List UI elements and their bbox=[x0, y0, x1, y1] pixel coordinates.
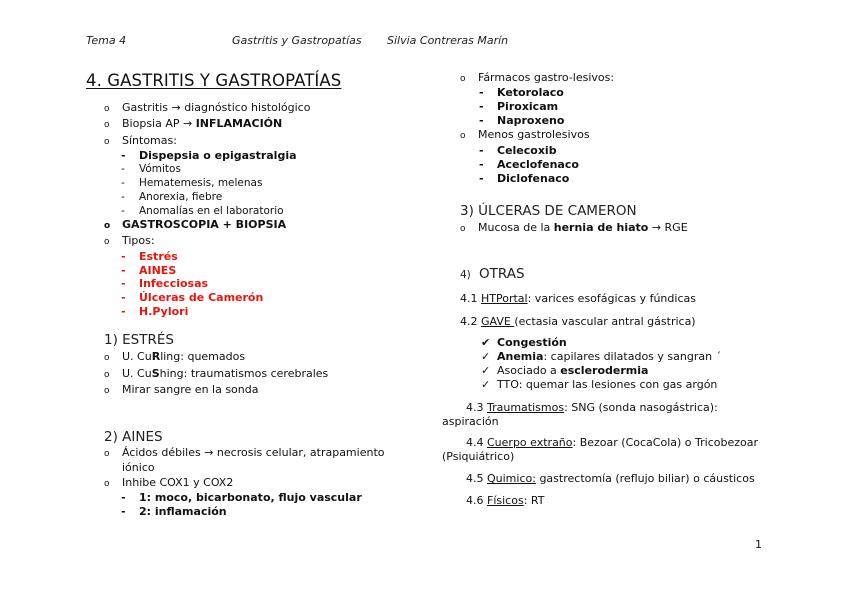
list-item: - AINES bbox=[121, 264, 177, 277]
list-item-continued: iónico bbox=[122, 461, 155, 474]
list-item: o Síntomas: bbox=[104, 134, 177, 147]
paragraph-4-3: 4.3 Traumatismos: SNG (sonda nasogástrica): bbox=[466, 401, 718, 414]
list-item: o U. CuRling: quemados bbox=[104, 350, 246, 363]
section-title-estres: 1) ESTRÉS bbox=[104, 332, 174, 348]
header-title: Gastritis y Gastropatías bbox=[232, 34, 362, 47]
list-item: - Ketorolaco bbox=[479, 86, 564, 99]
list-item: - 1: moco, bicarbonato, flujo vascular bbox=[121, 491, 362, 504]
list-item: - Anomalías en el laboratorio bbox=[121, 205, 284, 217]
list-item: - Vómitos bbox=[121, 163, 181, 175]
list-item: o Biopsia AP → INFLAMACIÓN bbox=[104, 117, 283, 130]
paragraph-4-1: 4.1 HTPortal: varices esofágicas y fúndicas bbox=[460, 292, 696, 305]
header-tema: Tema 4 bbox=[86, 34, 127, 47]
list-item: - Diclofenaco bbox=[479, 172, 570, 185]
paragraph-4-3-cont: aspiración bbox=[442, 415, 499, 428]
check-item: ✓ Anemia: capilares dilatados y sangran ´ bbox=[481, 350, 722, 363]
list-item: - Aceclofenaco bbox=[479, 158, 579, 171]
check-item: ✔ Congestión bbox=[481, 336, 567, 349]
list-item: o U. CuShing: traumatismos cerebrales bbox=[104, 367, 329, 380]
list-item: - Hematemesis, melenas bbox=[121, 177, 263, 189]
list-item: o Menos gastrolesivos bbox=[460, 128, 590, 141]
list-item: - H.Pylori bbox=[121, 305, 189, 318]
page-title: 4. GASTRITIS Y GASTROPATÍAS bbox=[86, 71, 342, 90]
list-item: - Piroxicam bbox=[479, 100, 559, 113]
list-item: o Mirar sangre en la sonda bbox=[104, 383, 259, 396]
list-item: - Úlceras de Camerón bbox=[121, 291, 264, 304]
paragraph-4-4-cont: (Psiquiátrico) bbox=[442, 450, 515, 463]
check-item: ✓ TTO: quemar las lesiones con gas argón bbox=[481, 378, 718, 391]
section-title-otras: 4) OTRAS bbox=[460, 266, 525, 282]
check-icon: ✔ bbox=[481, 336, 491, 349]
list-item: o Mucosa de la hernia de hiato → RGE bbox=[460, 221, 688, 234]
paragraph-4-2: 4.2 GAVE (ectasia vascular antral gástrica) bbox=[460, 315, 696, 328]
list-item: o Tipos: bbox=[104, 234, 155, 247]
list-item: - Dispepsia o epigastralgia bbox=[121, 149, 297, 162]
check-item: ✓ Asociado a esclerodermia bbox=[481, 364, 649, 377]
list-item: - Estrés bbox=[121, 250, 178, 263]
list-item: - Infecciosas bbox=[121, 277, 209, 290]
list-item: o GASTROSCOPIA + BIOPSIA bbox=[104, 218, 287, 231]
section-title-aines: 2) AINES bbox=[104, 429, 163, 445]
list-item: - 2: inflamación bbox=[121, 505, 227, 518]
list-item: o Fármacos gastro-lesivos: bbox=[460, 71, 615, 84]
list-item: o Inhibe COX1 y COX2 bbox=[104, 476, 234, 489]
check-icon: ✓ bbox=[481, 364, 491, 377]
list-item: o Ácidos débiles → necrosis celular, atrapamiento bbox=[104, 446, 385, 459]
section-title-cameron: 3) ÚLCERAS DE CAMERON bbox=[460, 203, 637, 219]
check-icon: ✓ bbox=[481, 350, 491, 363]
list-item: - Celecoxib bbox=[479, 144, 557, 157]
page-number: 1 bbox=[755, 538, 762, 551]
check-icon: ✓ bbox=[481, 378, 491, 391]
paragraph-4-4: 4.4 Cuerpo extraño: Bezoar (CocaCola) o Tricobezoar bbox=[466, 436, 758, 449]
list-item: - Anorexia, fiebre bbox=[121, 191, 223, 203]
list-item: - Naproxeno bbox=[479, 114, 565, 127]
paragraph-4-6: 4.6 Físicos: RT bbox=[466, 494, 545, 507]
list-item: o Gastritis → diagnóstico histológico bbox=[104, 101, 311, 114]
paragraph-4-5: 4.5 Quimico: gastrectomía (reflujo biliar) o cáusticos bbox=[466, 472, 755, 485]
header-author: Silvia Contreras Marín bbox=[387, 34, 509, 47]
